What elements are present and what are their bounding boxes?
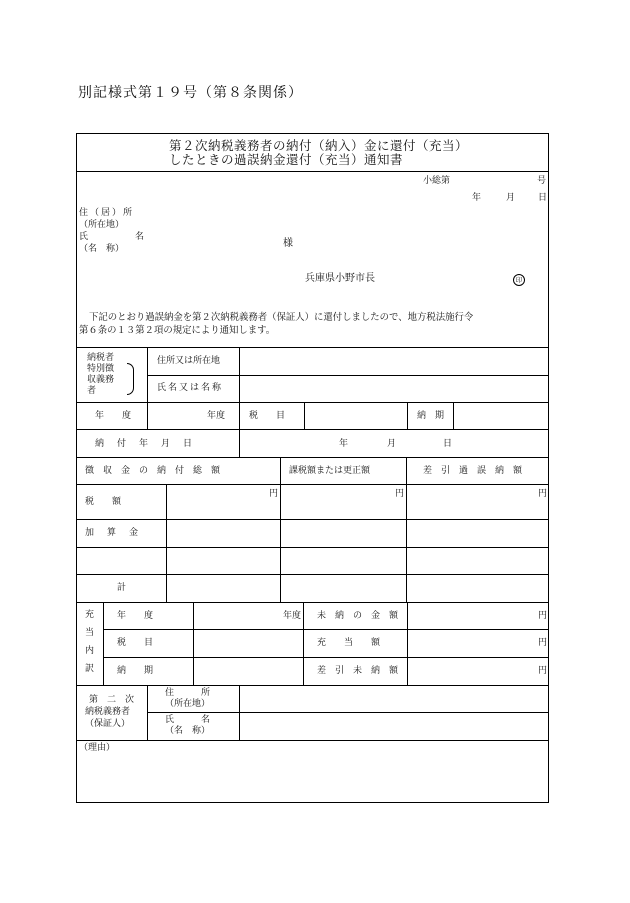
secondary-group-line2: 納税義務者 bbox=[85, 707, 131, 717]
document-number-prefix: 小総第 bbox=[423, 176, 451, 186]
alloc-period-label: 納 期 bbox=[117, 666, 154, 676]
secondary-group-line3: （保証人） bbox=[85, 719, 131, 729]
surcharge-row-label: 加 算 金 bbox=[85, 528, 141, 538]
honorific: 様 bbox=[283, 238, 293, 249]
reason-label: （理由） bbox=[79, 743, 116, 753]
overpayment-header: 差 引 過 誤 納 額 bbox=[423, 466, 523, 476]
yen-unit: 円 bbox=[269, 489, 279, 499]
secondary-address-label: 住 所 bbox=[165, 688, 211, 698]
issuer-name: 兵庫県小野市長 bbox=[305, 273, 375, 284]
secondary-address-label-alt: （所在地） bbox=[165, 699, 211, 709]
alloc-year-label: 年 度 bbox=[117, 611, 154, 621]
notice-text-line1: 下記のとおり過誤納金を第２次納税義務者（保証人）に還付しましたので、地方税法施行令 bbox=[89, 312, 474, 323]
taxpayer-address-label: 住所又は所在地 bbox=[157, 356, 221, 366]
taxpayer-group-line2: 特別徴 bbox=[87, 364, 115, 374]
document-number-suffix: 号 bbox=[537, 176, 547, 186]
secondary-group-line1: 第 二 次 bbox=[89, 695, 135, 705]
collected-total-header: 徴 収 金 の 納 付 総 額 bbox=[85, 466, 221, 476]
payment-period-label: 納 期 bbox=[417, 411, 445, 421]
tax-item-label: 税 目 bbox=[249, 411, 286, 421]
total-row-label: 計 bbox=[117, 583, 127, 593]
taxpayer-group-line3: 収義務 bbox=[87, 375, 115, 385]
secondary-name-label: 氏 名 bbox=[165, 715, 211, 725]
form-label: 別記様式第１９号（第８条関係） bbox=[78, 85, 303, 101]
yen-unit: 円 bbox=[538, 489, 548, 499]
notice-text-line2: 第６条の１３第２項の規定により通知します。 bbox=[79, 325, 276, 336]
secondary-name-label-alt: （名 称） bbox=[165, 726, 211, 736]
payment-date-day: 日 bbox=[443, 439, 453, 449]
taxpayer-brace bbox=[127, 363, 134, 395]
name-label-first: 氏 bbox=[79, 232, 89, 242]
fiscal-year-label: 年 度 bbox=[95, 411, 132, 421]
taxpayer-group-line1: 納税者 bbox=[87, 353, 115, 363]
taxpayer-group-line4: 者 bbox=[87, 386, 97, 396]
form-title-line2: したときの過誤納金還付（充当）通知書 bbox=[169, 152, 404, 167]
alloc-year-unit: 年度 bbox=[283, 611, 302, 621]
allocated-amount-label: 充 当 額 bbox=[317, 638, 381, 648]
yen-unit: 円 bbox=[538, 611, 548, 621]
allocation-group-line2: 当 bbox=[85, 628, 95, 638]
payment-date-month: 月 bbox=[387, 439, 397, 449]
date-day-label: 日 bbox=[538, 193, 548, 203]
date-year-label: 年 bbox=[472, 193, 482, 203]
taxpayer-name-label: 氏名又は名称 bbox=[157, 383, 224, 393]
assessed-amount-header: 課税額または更正額 bbox=[289, 466, 371, 476]
name-label-second: 名 bbox=[135, 232, 145, 242]
official-seal-mark: 印 bbox=[513, 274, 525, 286]
unpaid-amount-label: 未 納 の 金 額 bbox=[317, 611, 399, 621]
net-unpaid-label: 差 引 未 納 額 bbox=[317, 666, 399, 676]
payment-date-label: 納 付 年 月 日 bbox=[95, 439, 195, 449]
address-label: 住（居）所 bbox=[79, 208, 135, 218]
alloc-tax-item-label: 税 目 bbox=[117, 638, 154, 648]
allocation-group-line1: 充 bbox=[85, 610, 95, 620]
tax-amount-row-label: 税 額 bbox=[85, 497, 122, 507]
payment-date-year: 年 bbox=[339, 439, 349, 449]
date-month-label: 月 bbox=[506, 193, 516, 203]
yen-unit: 円 bbox=[395, 489, 405, 499]
allocation-group-line3: 内 bbox=[85, 646, 95, 656]
form-title-line1: 第２次納税義務者の納付（納入）金に還付（充当） bbox=[169, 138, 469, 153]
fiscal-year-unit: 年度 bbox=[207, 411, 226, 421]
yen-unit: 円 bbox=[538, 666, 548, 676]
address-label-alt: （所在地） bbox=[79, 220, 125, 230]
title-divider bbox=[77, 171, 548, 172]
notice-form bbox=[76, 133, 549, 803]
name-label-alt: （名 称） bbox=[79, 244, 125, 254]
yen-unit: 円 bbox=[538, 638, 548, 648]
allocation-group-line4: 訳 bbox=[85, 664, 95, 674]
